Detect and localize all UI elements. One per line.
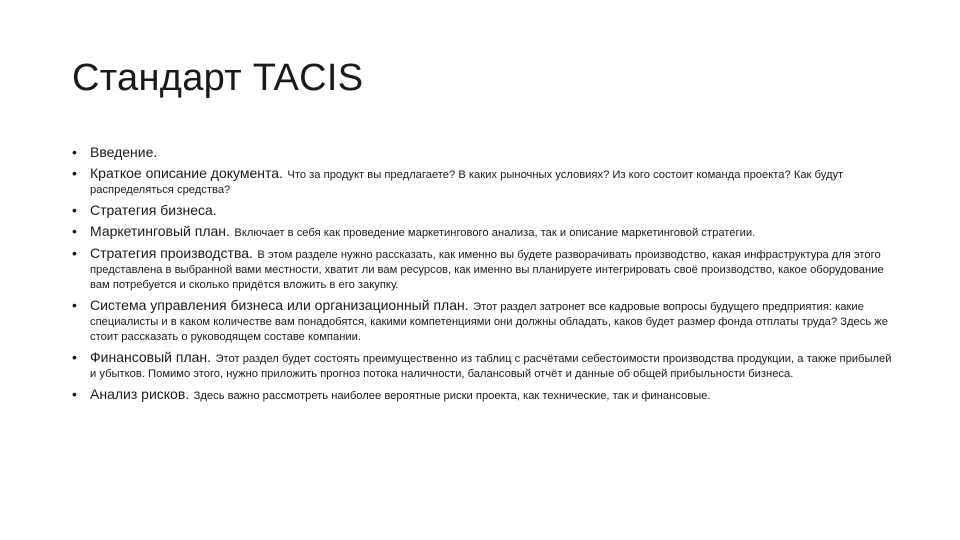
item-description: В этом разделе нужно рассказать, как именно вы будете разворачивать производство, какая инфраструктура для этого представлена в выбранной вами местности, хватит ли вам ресурсов, как именно вы планируете интегрировать своё производство, какое оборудование вам потребуется и сколько придётся вложить в его закупку. bbox=[90, 249, 884, 291]
bullet-icon: • bbox=[72, 245, 77, 261]
list-item bbox=[72, 144, 892, 160]
item-heading: Введение. bbox=[90, 144, 158, 160]
item-heading: Система управления бизнеса или организационный план. bbox=[90, 297, 469, 313]
slide-title: Стандарт TACIS bbox=[72, 57, 364, 99]
item-description: Этот раздел будет состоять преимущественно из таблиц с расчётами себестоимости производства продукции, а также прибылей и убытков. Помимо этого, нужно приложить прогноз потока наличности, балансовый отчёт и данные об общей прибыльности бизнеса. bbox=[90, 353, 892, 380]
item-heading: Стратегия бизнеса. bbox=[90, 202, 217, 218]
bullet-icon: • bbox=[72, 202, 77, 218]
bullet-icon: • bbox=[72, 297, 77, 313]
bullet-icon: • bbox=[72, 223, 77, 239]
list-item bbox=[72, 349, 892, 381]
bullet-icon: • bbox=[72, 144, 77, 160]
item-heading: Стратегия производства. bbox=[90, 245, 253, 261]
item-description: Этот раздел затронет все кадровые вопросы будущего предприятия: какие специалисты и в каком количестве вам понадобятся, какими компетенциями они должны обладать, каков будет размер фонда отплаты труда? Здесь же стоит рассказать о руководящем составе компании. bbox=[90, 301, 888, 343]
list-item bbox=[72, 245, 892, 292]
list-item bbox=[72, 297, 892, 344]
list-item bbox=[72, 223, 892, 240]
item-description: Включает в себя как проведение маркетингового анализа, так и описание маркетинговой стратегии. bbox=[234, 227, 756, 239]
item-heading: Финансовый план. bbox=[90, 349, 212, 365]
item-heading: Краткое описание документа. bbox=[90, 165, 283, 181]
list-item bbox=[72, 202, 892, 218]
item-heading: Маркетинговый план. bbox=[90, 223, 230, 239]
item-description: Что за продукт вы предлагаете? В каких рыночных условиях? Из кого состоит команда проекта? Как будут распределяться средства? bbox=[90, 169, 844, 196]
list-item bbox=[72, 165, 892, 197]
item-heading: Анализ рисков. bbox=[90, 386, 190, 402]
bullet-list bbox=[72, 144, 892, 408]
bullet-icon: • bbox=[72, 349, 77, 365]
bullet-icon: • bbox=[72, 386, 77, 402]
list-item bbox=[72, 386, 892, 403]
bullet-icon: • bbox=[72, 165, 77, 181]
item-description: Здесь важно рассмотреть наиболее вероятные риски проекта, как технические, так и финансовые. bbox=[193, 390, 711, 402]
